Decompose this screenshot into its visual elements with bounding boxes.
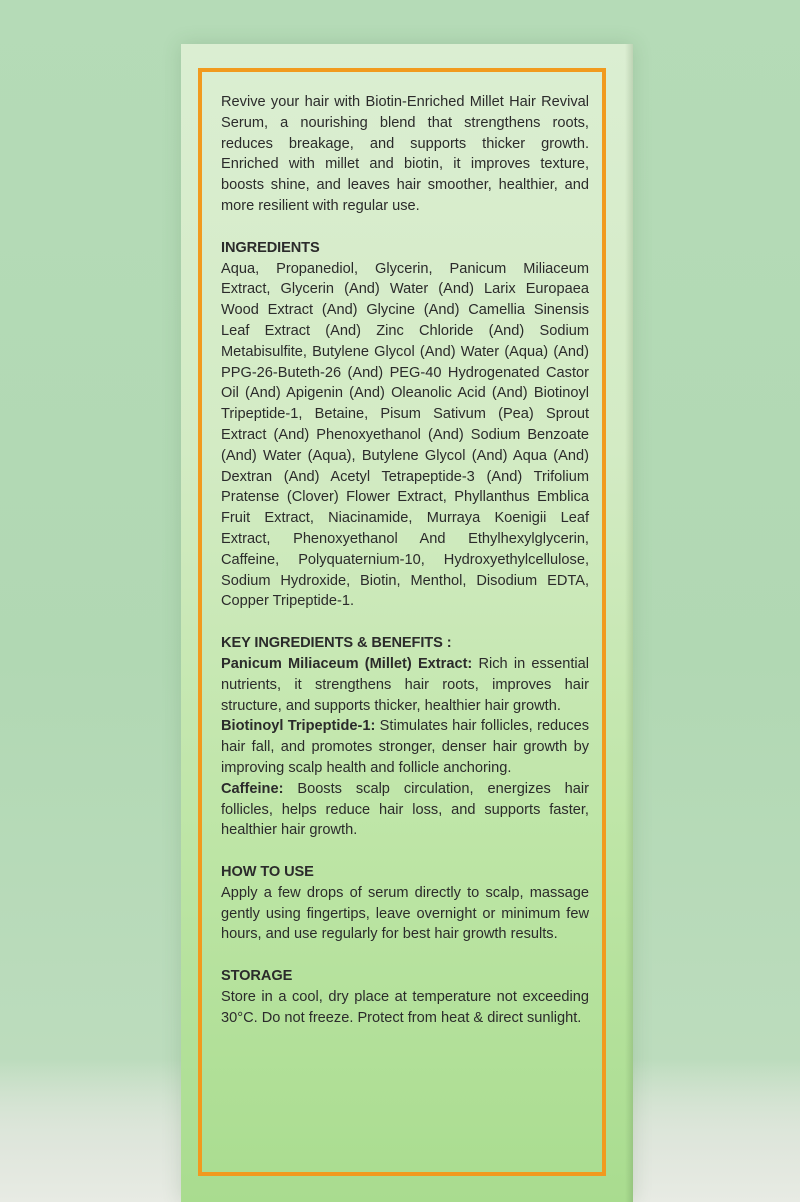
benefit-name: Panicum Miliaceum (Millet) Extract: bbox=[221, 655, 473, 672]
benefit-name: Caffeine: bbox=[221, 780, 284, 797]
how-to-use-heading: HOW TO USE bbox=[221, 864, 314, 881]
intro-paragraph: Revive your hair with Biotin-Enriched Millet Hair Revival Serum, a nourishing blend that strengthens roots, reduces breakage, and supports thicker growth. Enriched with millet and biotin, it improves texture, boosts shine, and leaves hair smoother, healthier, and more resilient with regular use. bbox=[221, 94, 589, 214]
ingredients-list: Aqua, Propanediol, Glycerin, Panicum Miliaceum Extract, Glycerin (And) Water (And) Larix Europaea Wood Extract (And) Glycine (And) Camellia Sinensis Leaf Extract (And) Zinc Chloride (And) Sodium Metabisulfite, Butylene Glycol (And) Water (Aqua) (And) PPG-26-Buteth-26 (And) PEG-40 Hydrogenated Castor Oil (And) Apigenin (And) Oleanolic Acid (And) Biotinoyl Tripeptide-1, Betaine, Pisum Sativum (Pea) Sprout Extract (And) Phenoxyethanol (And) Sodium Benzoate (And) Water (Aqua), Butylene Glycol (And) Aqua (And) Dextran (And) Acetyl Tetrapeptide-3 (And) Trifolium Pratense (Clover) Flower Extract, Phyllanthus Emblica Fruit Extract, Niacinamide, Murraya Koenigii Leaf Extract, Phenoxyethanol And Ethylhexylglycerin, Caffeine, Polyquaternium-10, Hydroxyethylcellulose, Sodium Hydroxide, Biotin, Menthol, Disodium EDTA, Copper Tripeptide-1. bbox=[221, 260, 589, 610]
storage-heading: STORAGE bbox=[221, 968, 293, 985]
how-to-use-text: Apply a few drops of serum directly to scalp, massage gently using fingertips, leave overnight or minimum few hours, and use regularly for best hair growth results. bbox=[221, 884, 589, 943]
ingredients-heading: INGREDIENTS bbox=[221, 239, 320, 256]
benefit-text: Stimulates hair follicles, reduces hair fall, and promotes stronger, denser hair growth by improving scalp health and follicle anchoring. bbox=[221, 718, 590, 776]
benefit-name: Biotinoyl Tripeptide-1: bbox=[221, 718, 376, 735]
product-box-back-panel bbox=[181, 44, 633, 1202]
benefit-text: Boosts scalp circulation, energizes hair follicles, helps reduce hair loss, and supports faster, healthier hair growth. bbox=[221, 780, 589, 839]
box-side-edge bbox=[625, 44, 633, 1202]
benefit-millet bbox=[221, 654, 589, 716]
benefit-biotinoyl bbox=[221, 716, 589, 778]
label-text bbox=[221, 92, 589, 1029]
benefit-caffeine bbox=[221, 779, 589, 841]
benefit-text: Rich in essential nutrients, it strengthens hair roots, improves hair structure, and supports thicker, healthier hair growth. bbox=[221, 655, 589, 714]
storage-text: Store in a cool, dry place at temperature not exceeding 30°C. Do not freeze. Protect from heat & direct sunlight. bbox=[221, 989, 589, 1026]
key-ingredients-heading: KEY INGREDIENTS & BENEFITS : bbox=[221, 635, 452, 652]
